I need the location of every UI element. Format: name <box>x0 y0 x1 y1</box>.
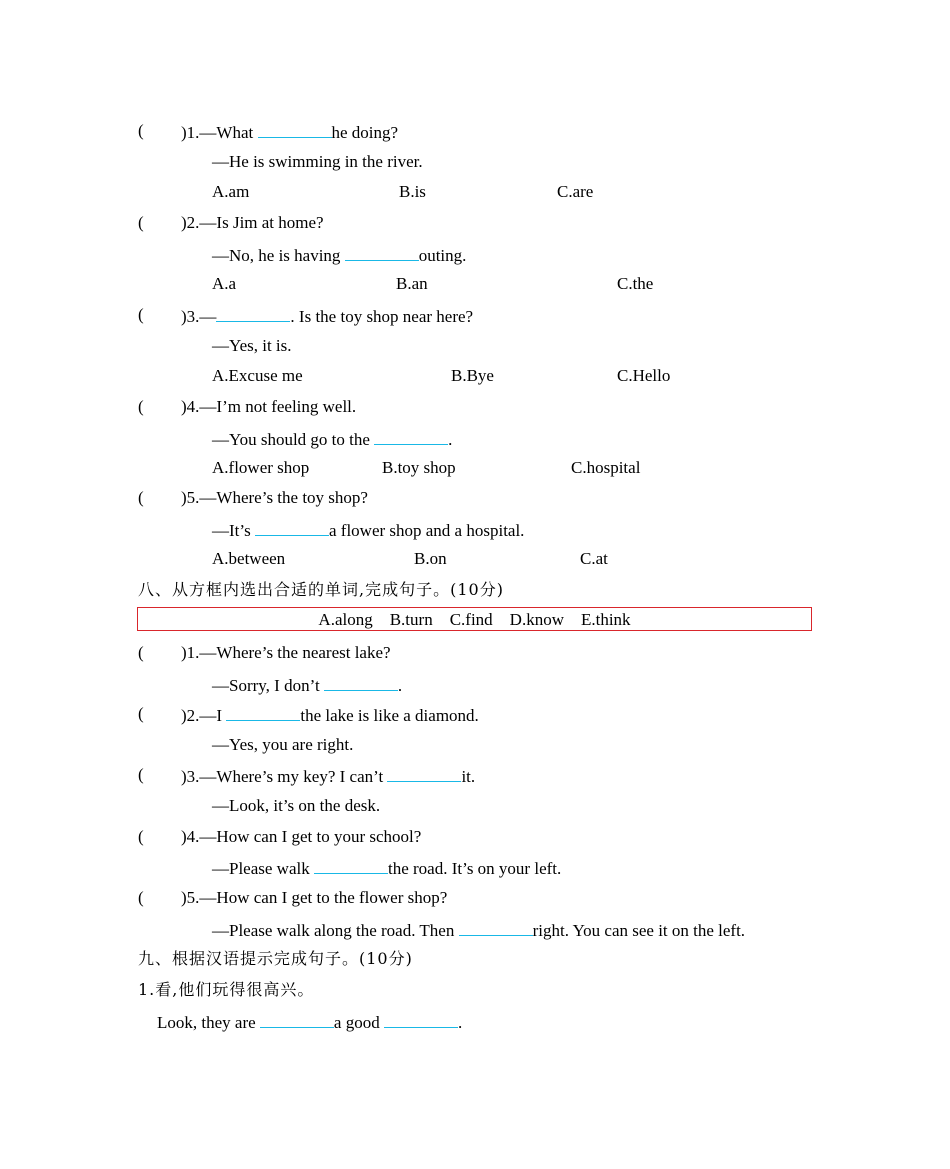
answer-blank[interactable] <box>384 1011 458 1028</box>
section-8-title: 八、从方框内选出合适的单词,完成句子。(10分) <box>138 580 504 599</box>
answer-line: —Yes, it is. <box>212 336 292 355</box>
option-a: A.flower shop <box>212 458 310 477</box>
s8-question-1: )1.—Where’s the nearest lake? <box>181 643 391 662</box>
answer-blank[interactable] <box>459 919 533 936</box>
option-c: C.hospital <box>571 458 641 477</box>
answer-line: —Please walk the road. It’s on your left. <box>212 859 562 878</box>
s8-question-5: )5.—How can I get to the flower shop? <box>181 888 448 907</box>
paren-open: ( <box>138 488 144 507</box>
option-c: C.are <box>557 182 594 201</box>
option-b: B.is <box>399 182 426 201</box>
answer-blank[interactable] <box>314 857 388 874</box>
paren-open: ( <box>138 827 144 846</box>
answer-line: —Please walk along the road. Then right. You can see it on the left. <box>212 921 746 940</box>
answer-blank[interactable] <box>387 765 461 782</box>
answer-line: —It’s a flower shop and a hospital. <box>212 521 525 540</box>
s8-question-2: )2.—I the lake is like a diamond. <box>181 706 479 725</box>
answer-blank[interactable] <box>374 428 448 445</box>
paren-open: ( <box>138 704 144 723</box>
answer-blank[interactable] <box>226 704 300 721</box>
answer-blank[interactable] <box>255 519 329 536</box>
paren-open: ( <box>138 888 144 907</box>
answer-blank[interactable] <box>345 244 419 261</box>
question-5: )5.—Where’s the toy shop? <box>181 488 368 507</box>
answer-line: —Look, it’s on the desk. <box>212 796 381 815</box>
option-c: C.the <box>617 274 654 293</box>
answer-blank[interactable] <box>258 121 332 138</box>
s9-question-1-chinese: 1.看,他们玩得很高兴。 <box>138 980 315 999</box>
answer-line: —No, he is having outing. <box>212 246 467 265</box>
paren-open: ( <box>138 121 144 140</box>
answer-line: —Yes, you are right. <box>212 735 354 754</box>
option-b: B.on <box>414 549 447 568</box>
word-bank: A.along B.turn C.find D.know E.think <box>318 610 631 629</box>
question-2: )2.—Is Jim at home? <box>181 213 324 232</box>
answer-blank[interactable] <box>260 1011 334 1028</box>
option-c: C.at <box>580 549 608 568</box>
question-4: )4.—I’m not feeling well. <box>181 397 357 416</box>
paren-open: ( <box>138 213 144 232</box>
word-bank-box <box>137 607 812 631</box>
option-c: C.Hello <box>617 366 671 385</box>
option-a: A.am <box>212 182 250 201</box>
paren-open: ( <box>138 397 144 416</box>
option-b: B.an <box>396 274 428 293</box>
s8-question-4: )4.—How can I get to your school? <box>181 827 422 846</box>
option-b: B.toy shop <box>382 458 456 477</box>
answer-line: —Sorry, I don’t . <box>212 676 403 695</box>
answer-blank[interactable] <box>216 305 290 322</box>
s9-answer-line: Look, they are a good . <box>157 1013 463 1032</box>
question-1: )1.—What he doing? <box>181 123 399 142</box>
option-a: A.a <box>212 274 237 293</box>
s8-question-3: )3.—Where’s my key? I can’t it. <box>181 767 476 786</box>
option-b: B.Bye <box>451 366 494 385</box>
option-a: A.between <box>212 549 286 568</box>
answer-line: —You should go to the . <box>212 430 453 449</box>
section-9-title: 九、根据汉语提示完成句子。(10分) <box>138 949 413 968</box>
paren-open: ( <box>138 643 144 662</box>
answer-line: —He is swimming in the river. <box>212 152 423 171</box>
paren-open: ( <box>138 305 144 324</box>
option-a: A.Excuse me <box>212 366 303 385</box>
question-3: )3.— . Is the toy shop near here? <box>181 307 474 326</box>
paren-open: ( <box>138 765 144 784</box>
answer-blank[interactable] <box>324 674 398 691</box>
